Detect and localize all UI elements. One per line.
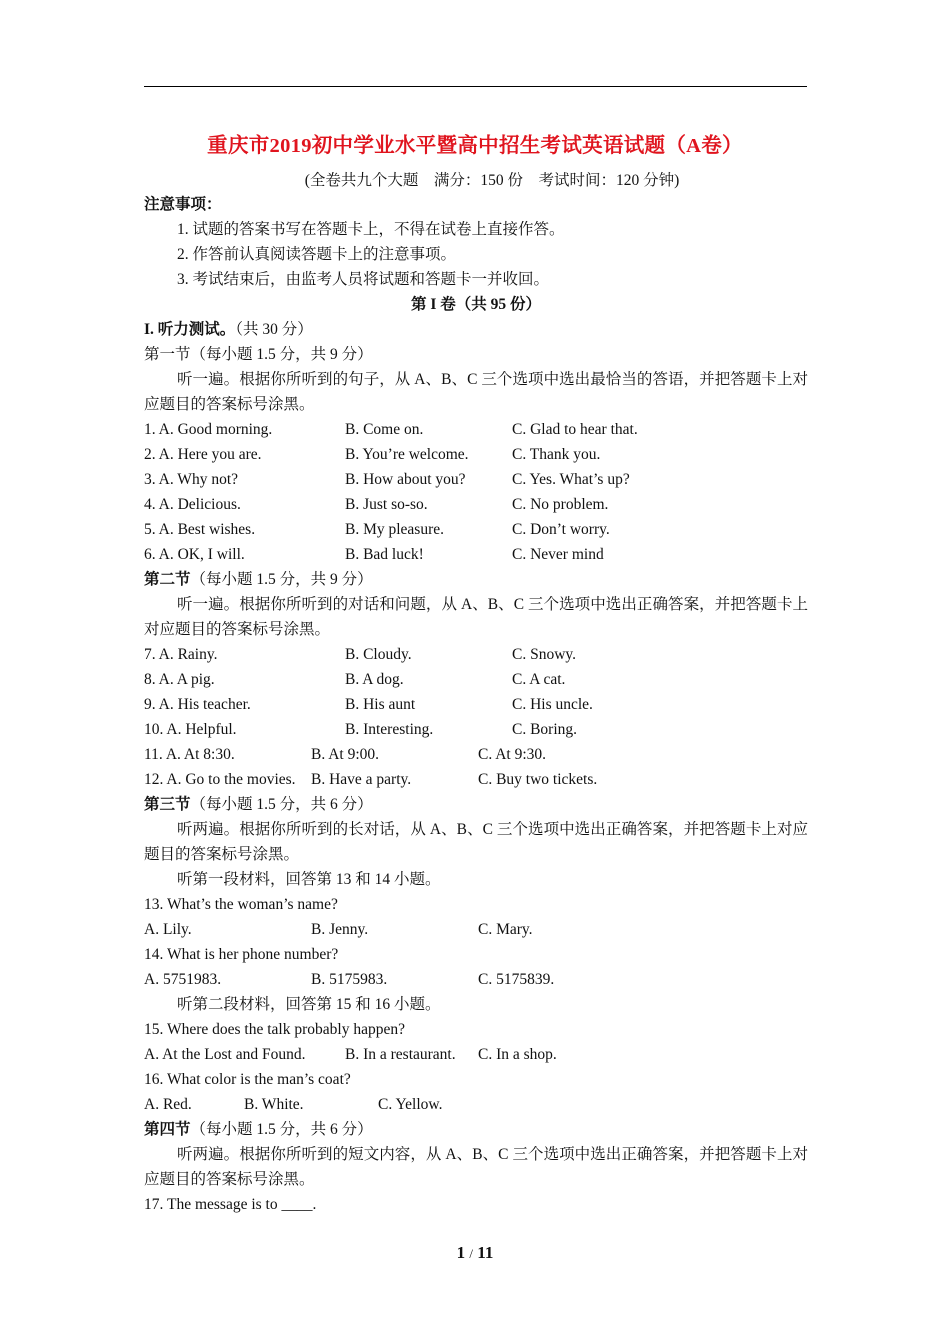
option-b: B. You’re welcome.: [345, 446, 469, 463]
option-b: B. How about you?: [345, 471, 466, 488]
header-rule: [144, 86, 807, 87]
question-stem: 13. What’s the woman’s name?: [144, 896, 338, 913]
option-a: 2. A. Here you are.: [144, 446, 262, 463]
option-b: B. In a restaurant.: [345, 1046, 456, 1063]
option-c: C. 5175839.: [478, 971, 555, 988]
option-b: B. At 9:00.: [311, 746, 380, 763]
option-a: 3. A. Why not?: [144, 471, 238, 488]
option-b: B. 5175983.: [311, 971, 388, 988]
question-stem: 16. What color is the man’s coat?: [144, 1071, 351, 1088]
question-row: [144, 717, 808, 742]
question-row: [144, 1042, 808, 1067]
sec1-heading: [144, 342, 808, 367]
option-a: 1. A. Good morning.: [144, 421, 273, 438]
passage-intro: 听第二段材料，回答第 15 和 16 小题。: [177, 996, 441, 1013]
option-a: 6. A. OK, I will.: [144, 546, 245, 563]
question-row: [144, 517, 808, 542]
sec4-meta: （每小题 1.5 分，共 6 分）: [190, 1121, 373, 1138]
question-row: [144, 742, 808, 767]
option-c: C. His uncle.: [512, 696, 593, 713]
option-b: B. Have a party.: [311, 771, 412, 788]
sec3-meta: （每小题 1.5 分，共 6 分）: [190, 796, 373, 813]
sec4-title: 第四节: [144, 1121, 191, 1138]
question-stem: 17. The message is to ____.: [144, 1196, 317, 1213]
question-row: [144, 667, 808, 692]
page-title: 重庆市2019初中学业水平暨高中招生考试英语试题（A卷）: [207, 135, 743, 157]
sec2-heading: [144, 567, 808, 592]
option-c: C. Snowy.: [512, 646, 577, 663]
option-a: A. Red.: [144, 1096, 192, 1113]
total-pages: 11: [477, 1243, 494, 1262]
option-c: C. Thank you.: [512, 446, 601, 463]
option-c: C. Glad to hear that.: [512, 421, 638, 438]
page-separator: /: [469, 1246, 474, 1261]
volume-title: 第 I 卷（共 95 份）: [410, 296, 542, 313]
option-a: A. Lily.: [144, 921, 192, 938]
option-b: B. Come on.: [345, 421, 424, 438]
note-item: 2. 作答前认真阅读答题卡上的注意事项。: [177, 246, 457, 263]
option-c: C. Yellow.: [378, 1096, 443, 1113]
question-row: [144, 467, 808, 492]
question-row: [144, 492, 808, 517]
option-b: B. White.: [244, 1096, 304, 1113]
passage-intro: 听第一段材料，回答第 13 和 14 小题。: [177, 871, 441, 888]
option-a: 9. A. His teacher.: [144, 696, 251, 713]
part1-title: I. 听力测试。: [144, 321, 236, 338]
exam-subtitle: (全卷共九个大题 满分：150 份 考试时间：120 分钟): [304, 172, 680, 189]
question-row: [144, 692, 808, 717]
option-c: C. In a shop.: [478, 1046, 557, 1063]
option-a: 8. A. A pig.: [144, 671, 215, 688]
sec1-title: 第一节: [144, 346, 191, 363]
sec2-meta: （每小题 1.5 分，共 9 分）: [190, 571, 373, 588]
option-a: 4. A. Delicious.: [144, 496, 241, 513]
option-a: 7. A. Rainy.: [144, 646, 218, 663]
question-row: [144, 767, 808, 792]
question-stem: 15. Where does the talk probably happen?: [144, 1021, 405, 1038]
option-b: B. His aunt: [345, 696, 416, 713]
notes-heading: 注意事项：: [144, 196, 222, 213]
option-c: C. Yes. What’s up?: [512, 471, 630, 488]
option-c: C. Mary.: [478, 921, 533, 938]
sec1-instruction: 听一遍。根据你所听到的句子，从 A、B、C 三个选项中选出最恰当的答语，并把答题卡上对应题目的答案标号涂黑。: [144, 371, 808, 413]
part1-points: （共 30 分）: [235, 321, 313, 338]
sec2-title: 第二节: [144, 571, 191, 588]
option-c: C. At 9:30.: [478, 746, 547, 763]
current-page: 1: [456, 1243, 466, 1262]
sec3-heading: [144, 792, 808, 817]
option-b: B. Jenny.: [311, 921, 369, 938]
option-a: 5. A. Best wishes.: [144, 521, 256, 538]
option-a: A. 5751983.: [144, 971, 222, 988]
option-c: C. A cat.: [512, 671, 566, 688]
question-row: [144, 542, 808, 567]
option-a: 10. A. Helpful.: [144, 721, 237, 738]
question-row: [144, 917, 808, 942]
option-b: B. Just so-so.: [345, 496, 428, 513]
sec3-instruction: 听两遍。根据你所听到的长对话，从 A、B、C 三个选项中选出正确答案，并把答题卡上对应题目的答案标号涂黑。: [144, 821, 808, 863]
option-a: A. At the Lost and Found.: [144, 1046, 306, 1063]
document-body: [144, 192, 808, 1217]
option-b: B. Bad luck!: [345, 546, 424, 563]
option-a: 11. A. At 8:30.: [144, 746, 235, 763]
option-b: B. Cloudy.: [345, 646, 412, 663]
option-c: C. No problem.: [512, 496, 609, 513]
sec2-instruction: 听一遍。根据你所听到的对话和问题，从 A、B、C 三个选项中选出正确答案，并把答题卡上对应题目的答案标号涂黑。: [144, 596, 808, 638]
note-item: 3. 考试结束后，由监考人员将试题和答题卡一并收回。: [177, 271, 550, 288]
sec3-title: 第三节: [144, 796, 191, 813]
question-row: [144, 417, 808, 442]
part1-heading: [144, 317, 808, 342]
question-stem: 14. What is her phone number?: [144, 946, 339, 963]
option-c: C. Don’t worry.: [512, 521, 610, 538]
question-row: [144, 642, 808, 667]
sec4-instruction: 听两遍。根据你所听到的短文内容，从 A、B、C 三个选项中选出正确答案，并把答题卡上对应题目的答案标号涂黑。: [144, 1146, 808, 1188]
question-row: [144, 1092, 808, 1117]
page-number: [0, 1243, 950, 1263]
option-c: C. Boring.: [512, 721, 578, 738]
option-c: C. Never mind: [512, 546, 604, 563]
option-b: B. Interesting.: [345, 721, 434, 738]
question-row: [144, 967, 808, 992]
option-a: 12. A. Go to the movies.: [144, 771, 296, 788]
sec1-meta: （每小题 1.5 分，共 9 分）: [190, 346, 373, 363]
sec4-heading: [144, 1117, 808, 1142]
question-row: [144, 442, 808, 467]
option-c: C. Buy two tickets.: [478, 771, 598, 788]
option-b: B. My pleasure.: [345, 521, 445, 538]
note-item: 1. 试题的答案书写在答题卡上，不得在试卷上直接作答。: [177, 221, 565, 238]
option-b: B. A dog.: [345, 671, 404, 688]
